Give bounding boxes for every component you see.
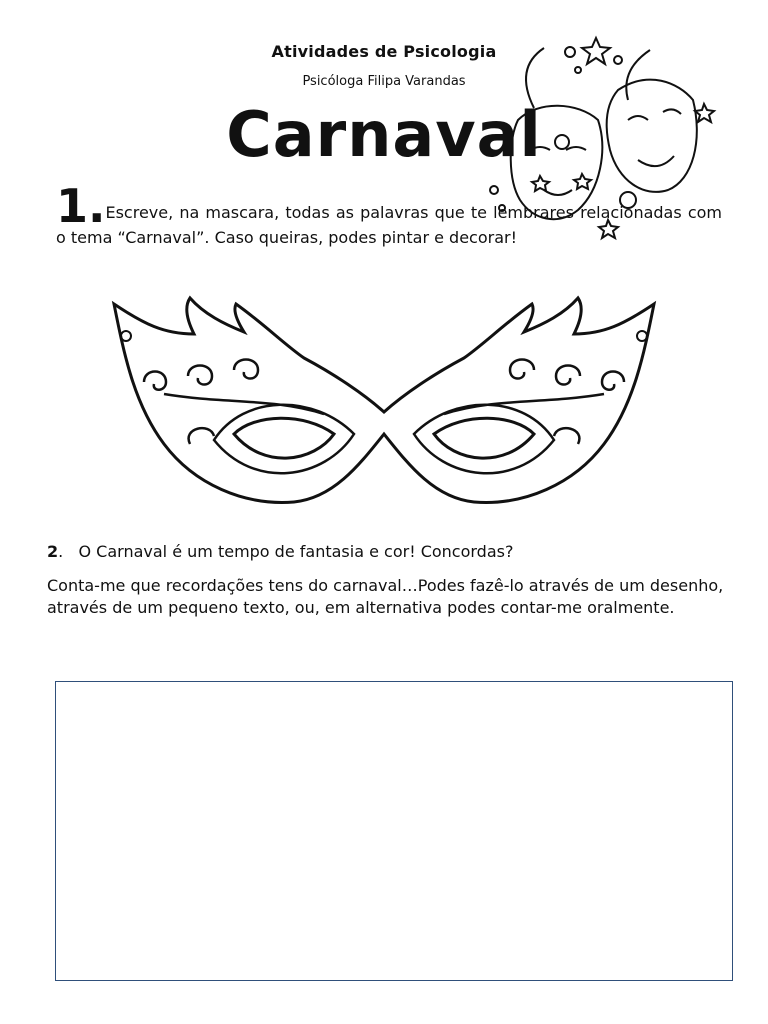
- worksheet-header-title: Atividades de Psicologia: [271, 42, 497, 61]
- question-2-text: O Carnaval é um tempo de fantasia e cor! Concordas?: [78, 542, 514, 561]
- question-1-text: Escreve, na mascara, todas as palavras que te lembrares relacionadas com o tema “Carnaval”. Caso queiras, podes pintar e decorar!: [56, 203, 722, 247]
- question-1: [56, 179, 722, 249]
- worksheet-author: Psicóloga Filipa Varandas: [302, 74, 466, 89]
- question-2-body: Conta-me que recordações tens do carnaval…Podes fazê-lo através de um desenho, através de um pequeno texto, ou, em alternativa podes contar-me oralmente.: [47, 576, 724, 617]
- carnival-mask-icon: [104, 294, 664, 522]
- question-1-number: 1.: [56, 179, 106, 233]
- page-title: Carnaval: [226, 98, 542, 171]
- question-2-number: 2: [47, 542, 59, 561]
- question-2: [47, 542, 727, 561]
- question-2-separator: .: [58, 542, 64, 561]
- answer-box[interactable]: [55, 681, 733, 981]
